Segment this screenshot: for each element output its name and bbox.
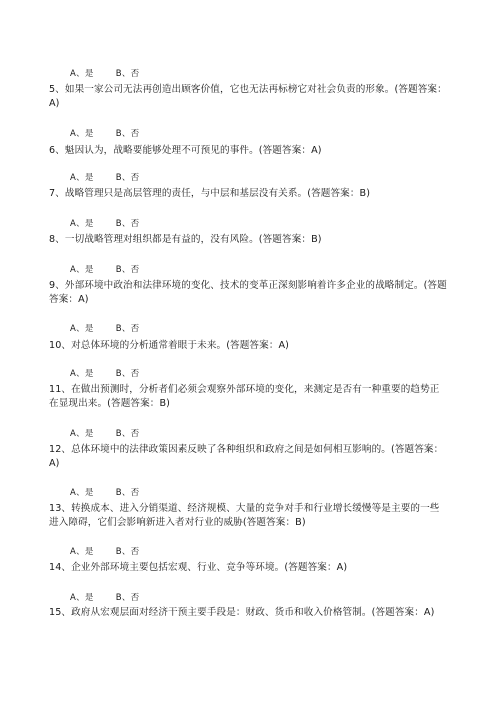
question-8: 8、一切战略管理对组织都是有益的，没有风险。(答题答案：B) <box>49 234 322 245</box>
question-14: 14、企业外部环境主要包括宏观、行业、竞争等环境。(答题答案：A) <box>49 562 348 573</box>
option-a: A、是 <box>70 324 94 334</box>
question-12: 12、总体环境中的法律政策因素反映了各种组织和政府之间是如何相互影响的。(答题答案：A) <box>49 444 444 469</box>
option-a: A、是 <box>70 69 94 79</box>
question-5: 5、如果一家公司无法再创造出顾客价值，它也无法再标榜它对社会负责的形象。(答题答案：A) <box>49 84 447 109</box>
question-9: 9、外部环境中政治和法律环境的变化、技术的变革正深刻影响着许多企业的战略制定。(答题答案：A) <box>49 280 447 305</box>
option-b: B、否 <box>115 324 140 334</box>
answer-options <box>70 127 139 139</box>
answer-options <box>70 427 139 439</box>
option-b: B、否 <box>115 593 140 603</box>
option-a: A、是 <box>70 129 94 139</box>
question-6: 6、魁因认为，战略要能够处理不可预见的事件。(答题答案：A) <box>49 145 322 156</box>
option-b: B、否 <box>115 173 140 183</box>
question-11: 11、在做出预测时，分析者们必须会观察外部环境的变化，来测定是否有一种重要的趋势正在显现出来。(答题答案：B) <box>49 384 440 409</box>
answer-options <box>70 217 139 229</box>
option-a: A、是 <box>70 173 94 183</box>
answer-options <box>70 67 139 79</box>
option-b: B、否 <box>115 429 140 439</box>
answer-options <box>70 322 139 334</box>
option-a: A、是 <box>70 593 94 603</box>
option-a: A、是 <box>70 265 94 275</box>
option-b: B、否 <box>115 369 140 379</box>
option-b: B、否 <box>115 219 140 229</box>
question-15: 15、政府从宏观层面对经济干预主要手段是：财政、货币和收入价格管制。(答题答案：A) <box>49 607 435 618</box>
option-b: B、否 <box>115 69 140 79</box>
option-a: A、是 <box>70 219 94 229</box>
option-a: A、是 <box>70 429 94 439</box>
answer-options <box>70 171 139 183</box>
option-b: B、否 <box>115 265 140 275</box>
question-7: 7、战略管理只是高层管理的责任，与中层和基层没有关系。(答题答案：B) <box>49 188 371 199</box>
option-a: A、是 <box>70 488 94 498</box>
question-10: 10、对总体环境的分析通常着眼于未来。(答题答案：A) <box>49 340 290 351</box>
answer-options <box>70 263 139 275</box>
option-b: B、否 <box>115 488 140 498</box>
option-a: A、是 <box>70 547 94 557</box>
answer-options <box>70 486 139 498</box>
answer-options <box>70 545 139 557</box>
option-b: B、否 <box>115 129 140 139</box>
option-b: B、否 <box>115 547 140 557</box>
option-a: A、是 <box>70 369 94 379</box>
answer-options <box>70 367 139 379</box>
answer-options <box>70 591 139 603</box>
question-13: 13、转换成本、进入分销渠道、经济规模、大量的竞争对手和行业增长缓慢等是主要的一些进入障碍，它们会影响新进入者对行业的威胁(答题答案：B) <box>49 503 440 528</box>
